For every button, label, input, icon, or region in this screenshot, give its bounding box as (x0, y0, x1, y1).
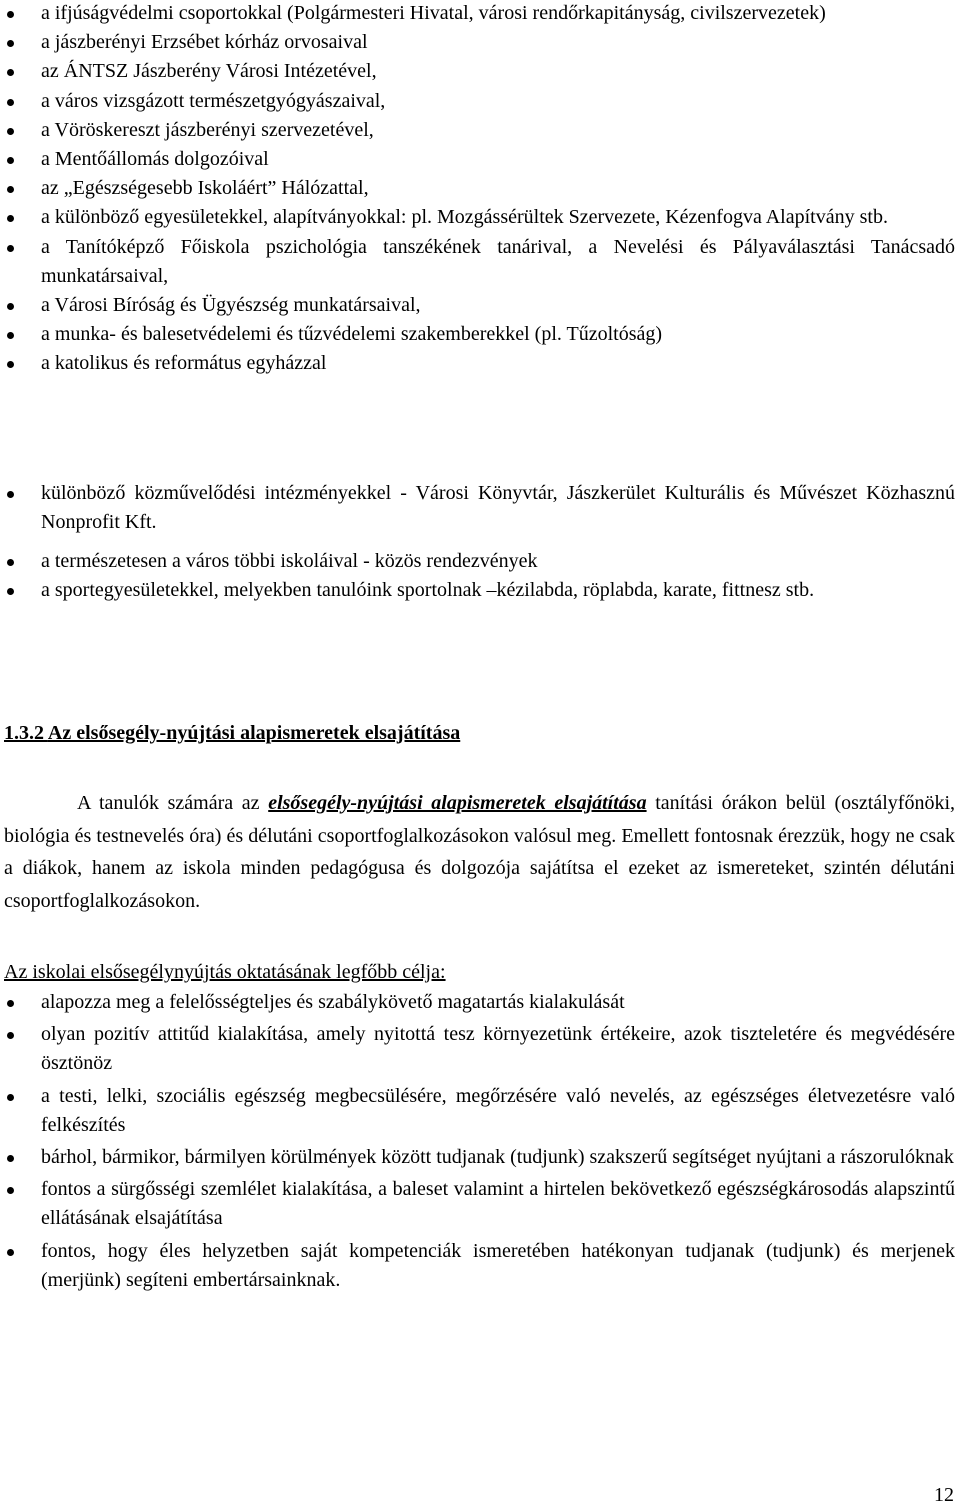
goal-item (0, 1020, 960, 1078)
list-item (0, 0, 960, 28)
list-item-text: a Mentőállomás dolgozóival (41, 148, 269, 171)
list-item (0, 174, 960, 203)
list-item (0, 291, 960, 320)
bullet-icon (7, 303, 14, 310)
bullet-icon (7, 1187, 14, 1194)
list-item (0, 145, 960, 174)
list-item-text: az ÁNTSZ Jászberény Városi Intézetével, (41, 60, 377, 83)
goal-item-text: olyan pozitív attitűd kialakítása, amely nyitottá tesz környezetünk értékeire, azok tiszteletére és megvédésére ösztönöz (41, 1023, 955, 1075)
goal-item-text: fontos, hogy éles helyzetben saját kompetenciák ismeretében hatékonyan tudjanak (tudjunk) és merjenek (merjünk) segíteni embertársainknak. (41, 1239, 955, 1291)
list-item-text: különböző közművelődési intézményekkel - Városi Könyvtár, Jászkerület Kulturális és Művészet Közhasznú Nonprofit Kft. (41, 482, 955, 534)
bullet-icon (7, 1000, 14, 1007)
bullet-icon (7, 588, 14, 595)
paragraph-text-start: A tanulók számára az (77, 792, 269, 814)
goal-item (0, 1143, 960, 1172)
list-item-text: az „Egészségesebb Iskoláért” Hálózattal, (41, 177, 369, 200)
goal-item-text: alapozza meg a felelősségteljes és szabálykövető magatartás kialakulását (41, 991, 625, 1013)
bullet-icon (7, 491, 14, 498)
list-item (0, 57, 960, 86)
list-item (0, 87, 960, 116)
paragraph-text-end: tanítási órákon belül (osztályfőnöki, biológia és testnevelés óra) és délutáni csoportfoglalkozásokon valósul meg. Emellett fontosnak érezzük, hogy ne csak a diákok, hanem az iskola minden pedagógusa és dolgozója sajátítsa el ezeket az ismereteket, szintén délutáni csoportfoglalkozásokon. (4, 792, 955, 913)
list-item-text: a jászberényi Erzsébet kórház orvosaival (41, 31, 368, 54)
page-number: 12 (934, 1484, 954, 1506)
bullet-icon (7, 1249, 14, 1256)
list-item (0, 203, 960, 232)
bullet-icon (7, 157, 14, 164)
bullet-icon (7, 99, 14, 106)
bullet-icon (7, 361, 14, 368)
goal-item-text: a testi, lelki, szociális egészség megbecsülésére, megőrzésére való nevelés, az egészséges életvezetésre való felkészítés (41, 1084, 955, 1136)
bullet-icon (7, 40, 14, 47)
goal-item (0, 1175, 960, 1233)
list-item (0, 576, 960, 605)
goals-list (0, 988, 960, 1295)
bullet-icon (7, 11, 14, 18)
list-item (0, 479, 960, 537)
bullet-icon (7, 1032, 14, 1039)
goal-item-text: fontos a sürgősségi szemlélet kialakítása, a baleset valamint a hirtelen bekövetkező egészségkárosodás alapszintű ellátásának elsajátítása (41, 1178, 955, 1230)
paragraph-emphasis: elsősegély-nyújtási alapismeretek elsajátítása (268, 792, 647, 814)
bullet-icon (7, 1094, 14, 1101)
section-heading (4, 719, 460, 747)
list-item (0, 28, 960, 57)
goal-item-text: bárhol, bármikor, bármilyen körülmények között tudjanak (tudjunk) szakszerű segítséget nyújtani a rászorulóknak (41, 1146, 954, 1169)
bullet-icon (7, 186, 14, 193)
list-item-text: a munka- és balesetvédelemi és tűzvédelemi szakemberekkel (pl. Tűzoltóság) (41, 323, 663, 346)
list-item (0, 320, 960, 349)
partners-list-continued (0, 479, 960, 537)
partners-list-tail (0, 547, 960, 605)
bullet-icon (7, 215, 14, 222)
list-item (0, 233, 960, 291)
goal-item (0, 988, 960, 1017)
list-item-text: a város vizsgázott természetgyógyászaival, (41, 89, 386, 112)
list-item (0, 116, 960, 145)
bullet-icon (7, 559, 14, 566)
bullet-icon (7, 332, 14, 339)
bullet-icon (7, 245, 14, 252)
list-item-text: a természetesen a város többi iskoláival - közös rendezvények (41, 550, 538, 572)
list-item (0, 547, 960, 576)
list-item-text: a ifjúságvédelmi csoportokkal (Polgármesteri Hivatal, városi rendőrkapitányság, civilszervezetek) (41, 2, 826, 24)
list-item-text: a sportegyesületekkel, melyekben tanulóink sportolnak –kézilabda, röplabda, karate, fittnesz stb. (41, 579, 815, 602)
bullet-icon (7, 1155, 14, 1162)
section-number: 1.3.2 (4, 722, 44, 744)
list-item-text: a Tanítóképző Főiskola pszichológia tanszékének tanárival, a Nevelési és Pályaválasztási Tanácsadó munkatársaival, (41, 235, 955, 287)
goals-title: Az iskolai elsősegélynyújtás oktatásának legfőbb célja: (4, 961, 446, 983)
list-item-text: a Városi Bíróság és Ügyészség munkatársaival, (41, 294, 421, 317)
list-item-text: a katolikus és református egyházzal (41, 352, 327, 375)
list-item (0, 349, 960, 378)
section-title: Az elsősegély-nyújtási alapismeretek elsajátítása (47, 722, 461, 744)
list-item-text: a Vöröskereszt jászberényi szervezetével, (41, 118, 374, 141)
list-item-text: a különböző egyesületekkel, alapítványokkal: pl. Mozgássérültek Szervezete, Kézenfogva Alapítvány stb. (41, 206, 888, 229)
body-paragraph (4, 787, 955, 918)
bullet-icon (7, 69, 14, 76)
goal-item (0, 1082, 960, 1140)
goal-item (0, 1237, 960, 1295)
partners-list (0, 0, 960, 379)
bullet-icon (7, 128, 14, 135)
